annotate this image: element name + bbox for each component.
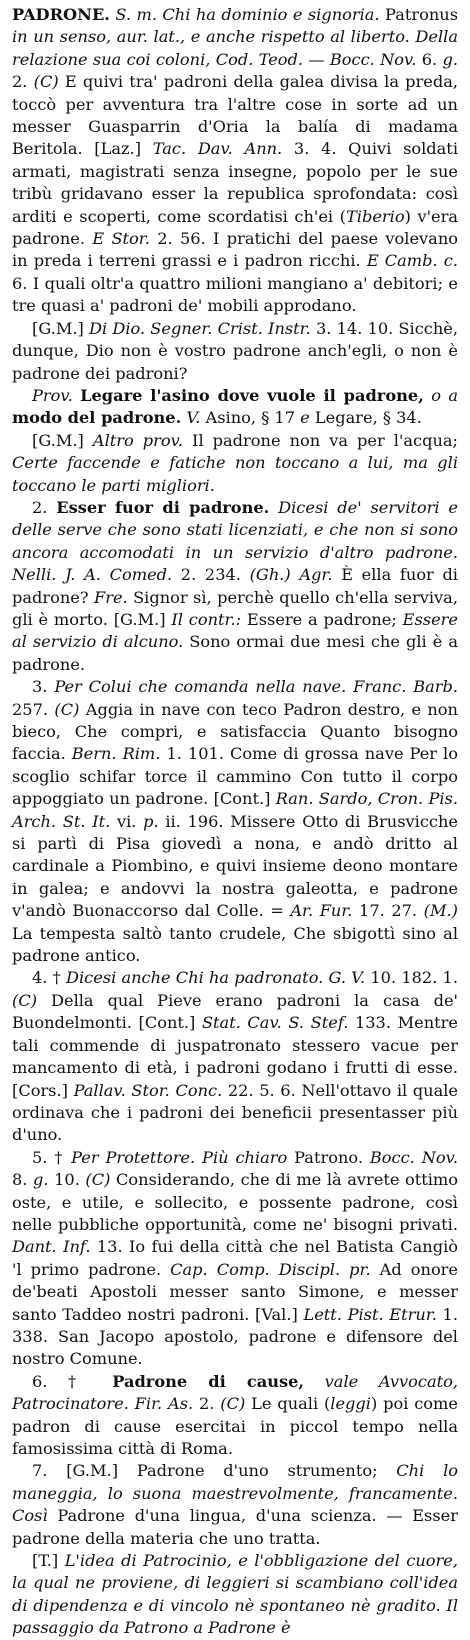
body-text: Considerando, che di me là avrete ottimo oste, e utile, e sollecito, e possente padrone, così nelle pubbliche opportunità, come ne' bisogni privati.: [12, 1170, 459, 1234]
body-text: 10.: [48, 1170, 86, 1190]
body-text: 22. 5. 6. Nell'ottavo il quale ordinava che i padroni dei beneficii presentasser più d'uno.: [12, 1080, 458, 1145]
body-text: 6.: [416, 49, 443, 69]
body-text: 1. 338. San Jacopo apostolo, padrone e difensore del nostro Comune.: [12, 1304, 458, 1369]
body-text: Il padrone non va per l'acqua;: [183, 430, 459, 450]
bold-term: PADRONE.: [12, 5, 110, 24]
body-text: 3. 4. Quivi soldati armati, magistrati senza insegne, popolo per le sue tribù gridavano esser la republica sprofondata: così arditi e scoperti, come scordatisi ch'ei (: [12, 139, 458, 226]
entry-sense-paragraph: [12, 497, 458, 676]
body-text: 2.: [12, 72, 34, 92]
italic-text: Fre.: [93, 587, 128, 607]
italic-text: L'idea di Patrocinio, e l'obbligazione del cuore, la qual ne proviene, di leggieri si scambiano coll'idea di dipendenza e di vincolo nè spontaneo nè gradito. Il passaggio da Patrono a Padrone è: [12, 1551, 458, 1638]
body-text: La tempesta saltò tanto crudele, Che sbigottì sino al padrone antico.: [12, 923, 458, 966]
body-text: 7. [G.M.] Padrone d'uno strumento;: [32, 1461, 397, 1481]
body-text: 6. I quali oltr'a quattro milioni mangiano a' debitori; e tre quasi a' padroni de' mobili approdano.: [12, 273, 458, 316]
entry-sense-paragraph: [12, 1460, 458, 1550]
body-text: E quivi tra' padroni della galea divisa la preda, toccò per avventura tra l'altre cose in sorte ad un messer Guasparrin d'Oria la balía di madama Beritola. [Laz.]: [12, 72, 458, 159]
body-text: [T.]: [32, 1551, 65, 1571]
entry-sense-paragraph: [12, 1550, 458, 1640]
italic-text: E Stor.: [92, 229, 150, 249]
body-text: 3.: [32, 677, 55, 697]
body-text: 13. Io fui della città che nel Batista Cangiò 'l primo padrone.: [12, 1237, 458, 1279]
body-text: Aggia in nave con teco Padron destro, e non bieco, Che compri, e satisfaccia Quanto bisogno faccia.: [12, 699, 458, 764]
entry-sense-paragraph: [12, 385, 458, 430]
bold-term: Esser fuor di padrone.: [56, 497, 270, 517]
entry-sense-paragraph: [12, 1371, 458, 1461]
italic-text: Stat. Cav. S. Stef.: [201, 1013, 349, 1033]
italic-text: Di Dio. Segner. Crist. Instr.: [89, 318, 311, 338]
entry-sense-paragraph: [12, 318, 458, 385]
italic-text: Prov.: [32, 385, 73, 405]
italic-text: Altro prov.: [92, 430, 184, 450]
body-text: 2. 234.: [172, 565, 250, 585]
italic-text: g.: [442, 49, 458, 69]
body-text: Patronus: [379, 5, 459, 24]
body-text: [G.M.]: [32, 318, 90, 338]
body-text: È ella fuor di padrone?: [12, 565, 458, 607]
italic-text: E Camb. c.: [366, 251, 459, 271]
body-text: 3. 14. 10. Sicchè, dunque, Dio non è vostro padrone anch'egli, o non è padrone dei padroni?: [12, 318, 458, 383]
italic-text: Bocc. Nov.: [369, 1147, 458, 1167]
italic-text: Per Protettore. Più chiaro: [71, 1147, 288, 1167]
italic-text: Lett. Pist. Etrur.: [303, 1304, 437, 1324]
body-text: Asino, § 17: [200, 408, 301, 428]
body-text: Sono ormai due mesi che gli è a padrone.: [12, 632, 458, 674]
body-text: [G.M.]: [32, 430, 93, 450]
italic-text: Dant. Inf.: [12, 1237, 91, 1257]
italic-text: (C): [54, 699, 80, 719]
italic-text: Tiberio: [345, 206, 405, 226]
body-text: Della qual Pieve erano padroni la casa de' Buondelmonti. [Cont.]: [12, 990, 458, 1033]
bold-term: modo del padrone.: [12, 408, 182, 428]
body-text: ii. 196. Missere Otto di Brusvicche si partì di Pisa giovedì a nona, e andò dritto al cardinale a Piombino, e quivi insieme deono montare in galea; e andovvi la nostra galeotta, e padrone v'andò Buonaccorso dal Colle. =: [12, 811, 458, 921]
italic-text: Dicesi de' servitori e delle serve che sono stati licenziati, e che non si sono ancora accomodati in un servizio d'altro padrone. Nelli. J. A. Comed.: [12, 497, 458, 585]
italic-text: Il contr.:: [171, 609, 242, 629]
body-text: 1. 101. Come di grossa nave Per lo scoglio schifar torce il cammino Con tutto il corpo appoggiato un padrone. [Cont.]: [12, 744, 458, 809]
entry-sense-paragraph: [12, 967, 458, 1146]
italic-text: g.: [33, 1170, 49, 1190]
italic-text: in un senso, aur. lat., e anche rispetto al liberto. Della relazione sua coi coloni, Cod. Teod. — Bocc. Nov.: [12, 27, 458, 69]
italic-text: (C): [12, 990, 38, 1010]
italic-text: Dicesi anche Chi ha padronato. G. V.: [65, 968, 366, 988]
italic-text: (Gh.) Agr.: [249, 565, 333, 585]
italic-text: p.: [143, 811, 159, 831]
entry-sense-paragraph: [12, 430, 458, 497]
body-text: 6. †: [32, 1371, 113, 1391]
body-text: 4. †: [32, 968, 66, 988]
italic-text: Cap. Comp. Discipl. pr.: [170, 1259, 371, 1279]
italic-text: Pallav. Stor. Conc.: [73, 1080, 223, 1100]
italic-text: o a: [423, 385, 458, 405]
italic-text: Essere al servizio di alcuno.: [12, 609, 458, 652]
italic-text: (C): [220, 1394, 246, 1414]
body-text: 8.: [12, 1170, 34, 1190]
italic-text: Ar. Fur.: [290, 901, 353, 921]
body-text: Padrone d'una lingua, d'una scienza. — Esser padrone della materia che uno tratta.: [12, 1506, 458, 1548]
entry-headword-paragraph: [12, 4, 458, 318]
body-text: 2.: [193, 1394, 221, 1414]
body-text: Patrono.: [287, 1147, 370, 1167]
body-text: 5. †: [32, 1147, 72, 1167]
italic-text: (M.): [423, 901, 458, 921]
body-text: 10. 182. 1.: [365, 968, 458, 988]
italic-text: Ran. Sardo, Cron. Pis. Arch. St. It.: [12, 789, 458, 831]
italic-text: Chi lo maneggia, lo suona maestrevolmente, francamente. Così: [12, 1461, 458, 1526]
bold-term: Legare l'asino dove vuole il padrone,: [80, 385, 424, 405]
italic-text: Per Colui che comanda nella nave. Franc. Barb.: [54, 677, 459, 697]
body-text: Essere a padrone;: [241, 609, 403, 629]
italic-text: Certe faccende e fatiche non toccano a lui, ma gli toccano le parti migliori.: [12, 453, 458, 495]
bold-term: Padrone di cause,: [112, 1371, 305, 1391]
italic-text: leggi: [330, 1394, 371, 1414]
italic-text: vale Avvocato, Patrocinatore. Fir. As.: [12, 1371, 458, 1414]
body-text: Ad onore de'beati Apostoli messer santo Simone, e messer santo Taddeo nostri padroni. [Val.]: [12, 1259, 459, 1324]
italic-text: Bern. Rim.: [71, 744, 161, 764]
italic-text: V.: [186, 408, 201, 428]
italic-text: S. m. Chi ha dominio e signoria.: [109, 5, 380, 24]
body-text: ) poi come padron di cause esercitai in piccol tempo nella famosissima città di Roma.: [12, 1394, 458, 1458]
body-text: 17. 27.: [352, 901, 424, 921]
italic-text: Tac. Dav. Ann.: [152, 139, 283, 159]
body-text: 257.: [12, 699, 55, 719]
body-text: 133. Mentre tali commende di juspatronato stessero vacue per mancamento di età, i padroni godano i frutti di esse. [Cors.]: [12, 1013, 458, 1100]
body-text: Signor sì, perchè quello ch'ella serviva, gli è morto. [G.M.]: [12, 587, 458, 629]
body-text: 2.: [32, 497, 57, 517]
italic-text: e: [300, 408, 310, 428]
entry-sense-paragraph: [12, 676, 458, 967]
body-text: Legare, § 34.: [309, 408, 422, 428]
body-text: ) v'era padrone.: [12, 206, 459, 249]
italic-text: (C): [33, 72, 59, 92]
body-text: 2. 56. I pratichi del paese volevano in preda i terreni grassi e i padron ricchi.: [12, 229, 459, 271]
italic-text: (C): [85, 1170, 111, 1190]
body-text: vi.: [110, 811, 144, 831]
body-text: Le quali (: [245, 1394, 331, 1414]
entry-sense-paragraph: [12, 1147, 458, 1371]
